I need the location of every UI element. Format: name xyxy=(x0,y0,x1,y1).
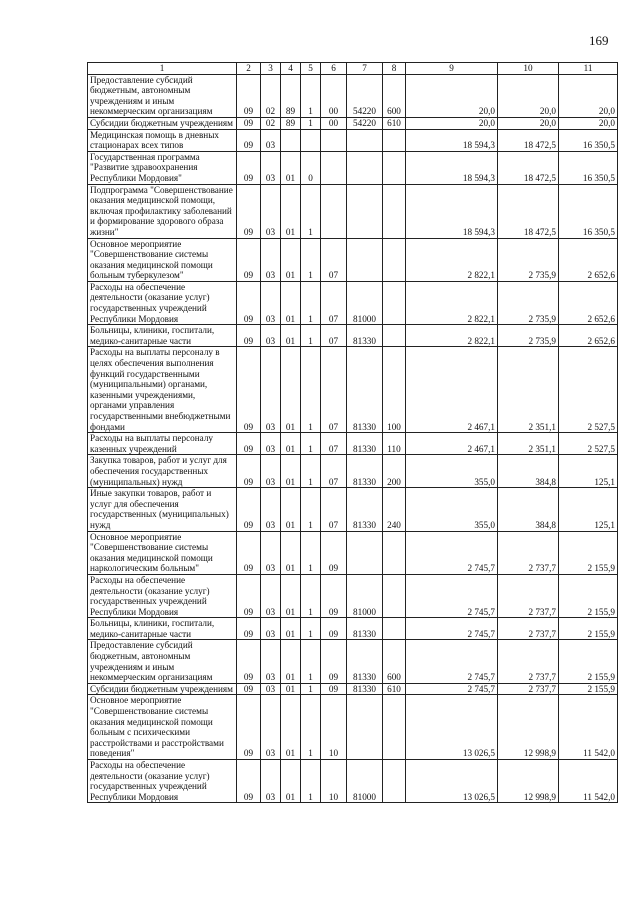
expense-type-code xyxy=(383,760,406,803)
subsection-code: 03 xyxy=(261,129,281,151)
table-row xyxy=(88,488,618,531)
amount-col-10: 20,0 xyxy=(498,117,559,129)
event-code: 09 xyxy=(321,574,347,617)
subsection-code: 03 xyxy=(261,488,281,531)
amount-col-11: 2 527,5 xyxy=(559,347,618,433)
direction-code: 81000 xyxy=(347,760,383,803)
row-name: Больницы, клиники, госпитали, медико-санитарные части xyxy=(88,618,237,640)
subsection-code: 03 xyxy=(261,325,281,347)
amount-col-10: 2 737,7 xyxy=(498,640,559,683)
direction-code: 81000 xyxy=(347,281,383,324)
direction-code: 81000 xyxy=(347,574,383,617)
expense-type-code xyxy=(383,695,406,760)
expense-type-code xyxy=(383,618,406,640)
amount-col-11: 125,1 xyxy=(559,455,618,488)
event-code: 09 xyxy=(321,618,347,640)
section-code: 09 xyxy=(237,184,261,238)
subprogram-code: 1 xyxy=(301,760,321,803)
expense-type-code xyxy=(383,238,406,281)
subsection-code: 02 xyxy=(261,74,281,117)
program-code: 01 xyxy=(281,695,301,760)
subsection-code: 03 xyxy=(261,151,281,184)
table-row xyxy=(88,74,618,117)
column-header: 11 xyxy=(559,63,618,75)
column-header: 10 xyxy=(498,63,559,75)
amount-col-9: 18 594,3 xyxy=(406,184,498,238)
subsection-code: 03 xyxy=(261,531,281,574)
amount-col-9: 20,0 xyxy=(406,117,498,129)
section-code: 09 xyxy=(237,117,261,129)
section-code: 09 xyxy=(237,433,261,455)
subprogram-code: 1 xyxy=(301,488,321,531)
table-row xyxy=(88,117,618,129)
amount-col-11: 16 350,5 xyxy=(559,151,618,184)
amount-col-10: 384,8 xyxy=(498,455,559,488)
amount-col-10: 2 737,7 xyxy=(498,574,559,617)
column-header: 7 xyxy=(347,63,383,75)
program-code: 01 xyxy=(281,531,301,574)
amount-col-11: 20,0 xyxy=(559,117,618,129)
amount-col-11: 2 155,9 xyxy=(559,640,618,683)
section-code: 09 xyxy=(237,151,261,184)
expense-type-code xyxy=(383,531,406,574)
amount-col-10: 2 735,9 xyxy=(498,281,559,324)
subsection-code: 03 xyxy=(261,238,281,281)
direction-code: 81330 xyxy=(347,618,383,640)
amount-col-11: 11 542,0 xyxy=(559,695,618,760)
row-name: Предоставление субсидий бюджетным, автономным учреждениям и иным некоммерческим организациям xyxy=(88,74,237,117)
direction-code: 54220 xyxy=(347,117,383,129)
subprogram-code: 0 xyxy=(301,151,321,184)
direction-code: 81330 xyxy=(347,455,383,488)
section-code: 09 xyxy=(237,281,261,324)
section-code: 09 xyxy=(237,695,261,760)
program-code: 01 xyxy=(281,151,301,184)
row-name: Медицинская помощь в дневных стационарах всех типов xyxy=(88,129,237,151)
amount-col-9: 2 745,7 xyxy=(406,574,498,617)
amount-col-10: 2 735,9 xyxy=(498,325,559,347)
section-code: 09 xyxy=(237,325,261,347)
amount-col-10: 18 472,5 xyxy=(498,184,559,238)
amount-col-11: 2 652,6 xyxy=(559,238,618,281)
amount-col-10: 2 737,7 xyxy=(498,531,559,574)
amount-col-11: 20,0 xyxy=(559,74,618,117)
row-name: Подпрограмма "Совершенствование оказания медицинской помощи, включая профилактику заболеваний и формирование здорового образа жизни" xyxy=(88,184,237,238)
table-row xyxy=(88,455,618,488)
direction-code: 81330 xyxy=(347,347,383,433)
program-code: 01 xyxy=(281,238,301,281)
subsection-code: 02 xyxy=(261,117,281,129)
row-name: Иные закупки товаров, работ и услуг для обеспечения государственных (муниципальных) нужд xyxy=(88,488,237,531)
section-code: 09 xyxy=(237,74,261,117)
row-name: Расходы на обеспечение деятельности (оказание услуг) государственных учреждений Республики Мордовия xyxy=(88,760,237,803)
row-name: Расходы на выплаты персоналу в целях обеспечения выполнения функций государственными (муниципальными) органами, казенными учреждениями, органами управления государственными внебюджетными фондами xyxy=(88,347,237,433)
event-code: 10 xyxy=(321,760,347,803)
amount-col-9: 2 745,7 xyxy=(406,640,498,683)
amount-col-9: 13 026,5 xyxy=(406,695,498,760)
amount-col-10: 2 737,7 xyxy=(498,618,559,640)
amount-col-10: 20,0 xyxy=(498,74,559,117)
subsection-code: 03 xyxy=(261,760,281,803)
table-row xyxy=(88,238,618,281)
table-row xyxy=(88,151,618,184)
subprogram-code: 1 xyxy=(301,531,321,574)
amount-col-10: 12 998,9 xyxy=(498,760,559,803)
expense-type-code: 240 xyxy=(383,488,406,531)
subprogram-code: 1 xyxy=(301,618,321,640)
subprogram-code: 1 xyxy=(301,238,321,281)
event-code: 00 xyxy=(321,74,347,117)
event-code: 07 xyxy=(321,281,347,324)
section-code: 09 xyxy=(237,238,261,281)
direction-code: 81330 xyxy=(347,640,383,683)
table-row xyxy=(88,695,618,760)
subprogram-code: 1 xyxy=(301,325,321,347)
event-code: 07 xyxy=(321,433,347,455)
amount-col-10: 18 472,5 xyxy=(498,151,559,184)
program-code: 01 xyxy=(281,683,301,695)
expense-type-code: 100 xyxy=(383,347,406,433)
amount-col-9: 18 594,3 xyxy=(406,129,498,151)
amount-col-11: 16 350,5 xyxy=(559,184,618,238)
program-code: 01 xyxy=(281,574,301,617)
amount-col-10: 384,8 xyxy=(498,488,559,531)
table-row xyxy=(88,325,618,347)
subsection-code: 03 xyxy=(261,433,281,455)
column-header: 4 xyxy=(281,63,301,75)
expense-type-code xyxy=(383,574,406,617)
row-name: Предоставление субсидий бюджетным, автономным учреждениям и иным некоммерческим организациям xyxy=(88,640,237,683)
program-code: 01 xyxy=(281,184,301,238)
row-name: Расходы на обеспечение деятельности (оказание услуг) государственных учреждений Республики Мордовия xyxy=(88,574,237,617)
program-code: 01 xyxy=(281,347,301,433)
subprogram-code: 1 xyxy=(301,640,321,683)
event-code: 07 xyxy=(321,347,347,433)
row-name: Государственная программа "Развитие здравоохранения Республики Мордовия" xyxy=(88,151,237,184)
amount-col-11: 2 652,6 xyxy=(559,281,618,324)
table-row xyxy=(88,433,618,455)
section-code: 09 xyxy=(237,129,261,151)
subsection-code: 03 xyxy=(261,683,281,695)
expense-type-code xyxy=(383,184,406,238)
column-header: 9 xyxy=(406,63,498,75)
direction-code: 81330 xyxy=(347,325,383,347)
program-code: 01 xyxy=(281,618,301,640)
amount-col-9: 2 822,1 xyxy=(406,325,498,347)
program-code: 01 xyxy=(281,488,301,531)
section-code: 09 xyxy=(237,683,261,695)
subsection-code: 03 xyxy=(261,640,281,683)
section-code: 09 xyxy=(237,531,261,574)
expense-type-code xyxy=(383,151,406,184)
column-header: 6 xyxy=(321,63,347,75)
subprogram-code: 1 xyxy=(301,184,321,238)
subsection-code: 03 xyxy=(261,618,281,640)
subsection-code: 03 xyxy=(261,695,281,760)
direction-code xyxy=(347,129,383,151)
direction-code: 81330 xyxy=(347,488,383,531)
expense-type-code: 200 xyxy=(383,455,406,488)
event-code xyxy=(321,184,347,238)
direction-code: 81330 xyxy=(347,433,383,455)
amount-col-11: 2 527,5 xyxy=(559,433,618,455)
amount-col-11: 11 542,0 xyxy=(559,760,618,803)
subprogram-code: 1 xyxy=(301,281,321,324)
event-code xyxy=(321,151,347,184)
event-code: 09 xyxy=(321,531,347,574)
subprogram-code: 1 xyxy=(301,117,321,129)
row-name: Закупка товаров, работ и услуг для обеспечения государственных (муниципальных) нужд xyxy=(88,455,237,488)
program-code: 89 xyxy=(281,117,301,129)
subprogram-code: 1 xyxy=(301,574,321,617)
section-code: 09 xyxy=(237,640,261,683)
section-code: 09 xyxy=(237,455,261,488)
amount-col-9: 20,0 xyxy=(406,74,498,117)
subsection-code: 03 xyxy=(261,281,281,324)
subprogram-code: 1 xyxy=(301,347,321,433)
subsection-code: 03 xyxy=(261,574,281,617)
column-header: 2 xyxy=(237,63,261,75)
table-row xyxy=(88,683,618,695)
amount-col-9: 2 467,1 xyxy=(406,433,498,455)
subprogram-code: 1 xyxy=(301,74,321,117)
subsection-code: 03 xyxy=(261,347,281,433)
subprogram-code: 1 xyxy=(301,455,321,488)
expense-type-code: 610 xyxy=(383,117,406,129)
amount-col-11: 2 155,9 xyxy=(559,531,618,574)
subprogram-code: 1 xyxy=(301,433,321,455)
table-row xyxy=(88,574,618,617)
column-header: 1 xyxy=(88,63,237,75)
amount-col-11: 16 350,5 xyxy=(559,129,618,151)
event-code: 07 xyxy=(321,455,347,488)
row-name: Основное мероприятие "Совершенствование системы оказания медицинской помощи больным туберкулезом" xyxy=(88,238,237,281)
table-row xyxy=(88,281,618,324)
program-code: 01 xyxy=(281,281,301,324)
expense-type-code: 110 xyxy=(383,433,406,455)
amount-col-10: 18 472,5 xyxy=(498,129,559,151)
section-code: 09 xyxy=(237,488,261,531)
program-code: 01 xyxy=(281,325,301,347)
direction-code: 54220 xyxy=(347,74,383,117)
row-name: Субсидии бюджетным учреждениям xyxy=(88,117,237,129)
amount-col-9: 13 026,5 xyxy=(406,760,498,803)
amount-col-9: 2 745,7 xyxy=(406,531,498,574)
row-name: Расходы на выплаты персоналу казенных учреждений xyxy=(88,433,237,455)
subprogram-code: 1 xyxy=(301,695,321,760)
table-row xyxy=(88,129,618,151)
amount-col-10: 2 351,1 xyxy=(498,433,559,455)
event-code: 09 xyxy=(321,683,347,695)
amount-col-11: 2 652,6 xyxy=(559,325,618,347)
table-header-row xyxy=(88,63,618,75)
amount-col-9: 2 745,7 xyxy=(406,683,498,695)
budget-table xyxy=(87,62,618,803)
table-row xyxy=(88,640,618,683)
amount-col-9: 2 745,7 xyxy=(406,618,498,640)
table-row xyxy=(88,531,618,574)
amount-col-11: 2 155,9 xyxy=(559,574,618,617)
expense-type-code: 610 xyxy=(383,683,406,695)
column-header: 8 xyxy=(383,63,406,75)
amount-col-9: 355,0 xyxy=(406,455,498,488)
row-name: Расходы на обеспечение деятельности (оказание услуг) государственных учреждений Республики Мордовия xyxy=(88,281,237,324)
row-name: Основное мероприятие "Совершенствование системы оказания медицинской помощи больным с психическими расстройствами и расстройствами поведения" xyxy=(88,695,237,760)
table-row xyxy=(88,184,618,238)
section-code: 09 xyxy=(237,618,261,640)
table-row xyxy=(88,760,618,803)
subprogram-code: 1 xyxy=(301,683,321,695)
direction-code xyxy=(347,695,383,760)
section-code: 09 xyxy=(237,574,261,617)
amount-col-9: 2 467,1 xyxy=(406,347,498,433)
table-row xyxy=(88,618,618,640)
amount-col-11: 2 155,9 xyxy=(559,683,618,695)
column-header: 5 xyxy=(301,63,321,75)
event-code: 10 xyxy=(321,695,347,760)
program-code: 01 xyxy=(281,433,301,455)
amount-col-10: 12 998,9 xyxy=(498,695,559,760)
expense-type-code xyxy=(383,129,406,151)
event-code: 00 xyxy=(321,117,347,129)
program-code xyxy=(281,129,301,151)
direction-code xyxy=(347,238,383,281)
amount-col-9: 18 594,3 xyxy=(406,151,498,184)
subsection-code: 03 xyxy=(261,455,281,488)
expense-type-code xyxy=(383,325,406,347)
amount-col-11: 2 155,9 xyxy=(559,618,618,640)
event-code: 09 xyxy=(321,640,347,683)
subsection-code: 03 xyxy=(261,184,281,238)
event-code: 07 xyxy=(321,238,347,281)
program-code: 89 xyxy=(281,74,301,117)
direction-code: 81330 xyxy=(347,683,383,695)
direction-code xyxy=(347,531,383,574)
program-code: 01 xyxy=(281,455,301,488)
direction-code xyxy=(347,184,383,238)
program-code: 01 xyxy=(281,640,301,683)
amount-col-9: 2 822,1 xyxy=(406,281,498,324)
amount-col-10: 2 735,9 xyxy=(498,238,559,281)
expense-type-code: 600 xyxy=(383,640,406,683)
row-name: Основное мероприятие "Совершенствование системы оказания медицинской помощи наркологическим больным" xyxy=(88,531,237,574)
expense-type-code xyxy=(383,281,406,324)
amount-col-11: 125,1 xyxy=(559,488,618,531)
subprogram-code xyxy=(301,129,321,151)
section-code: 09 xyxy=(237,347,261,433)
amount-col-10: 2 351,1 xyxy=(498,347,559,433)
event-code xyxy=(321,129,347,151)
event-code: 07 xyxy=(321,325,347,347)
amount-col-9: 355,0 xyxy=(406,488,498,531)
column-header: 3 xyxy=(261,63,281,75)
event-code: 07 xyxy=(321,488,347,531)
expense-type-code: 600 xyxy=(383,74,406,117)
program-code: 01 xyxy=(281,760,301,803)
table-row xyxy=(88,347,618,433)
row-name: Больницы, клиники, госпитали, медико-санитарные части xyxy=(88,325,237,347)
page-number: 169 xyxy=(589,33,609,48)
section-code: 09 xyxy=(237,760,261,803)
direction-code xyxy=(347,151,383,184)
amount-col-9: 2 822,1 xyxy=(406,238,498,281)
amount-col-10: 2 737,7 xyxy=(498,683,559,695)
row-name: Субсидии бюджетным учреждениям xyxy=(88,683,237,695)
